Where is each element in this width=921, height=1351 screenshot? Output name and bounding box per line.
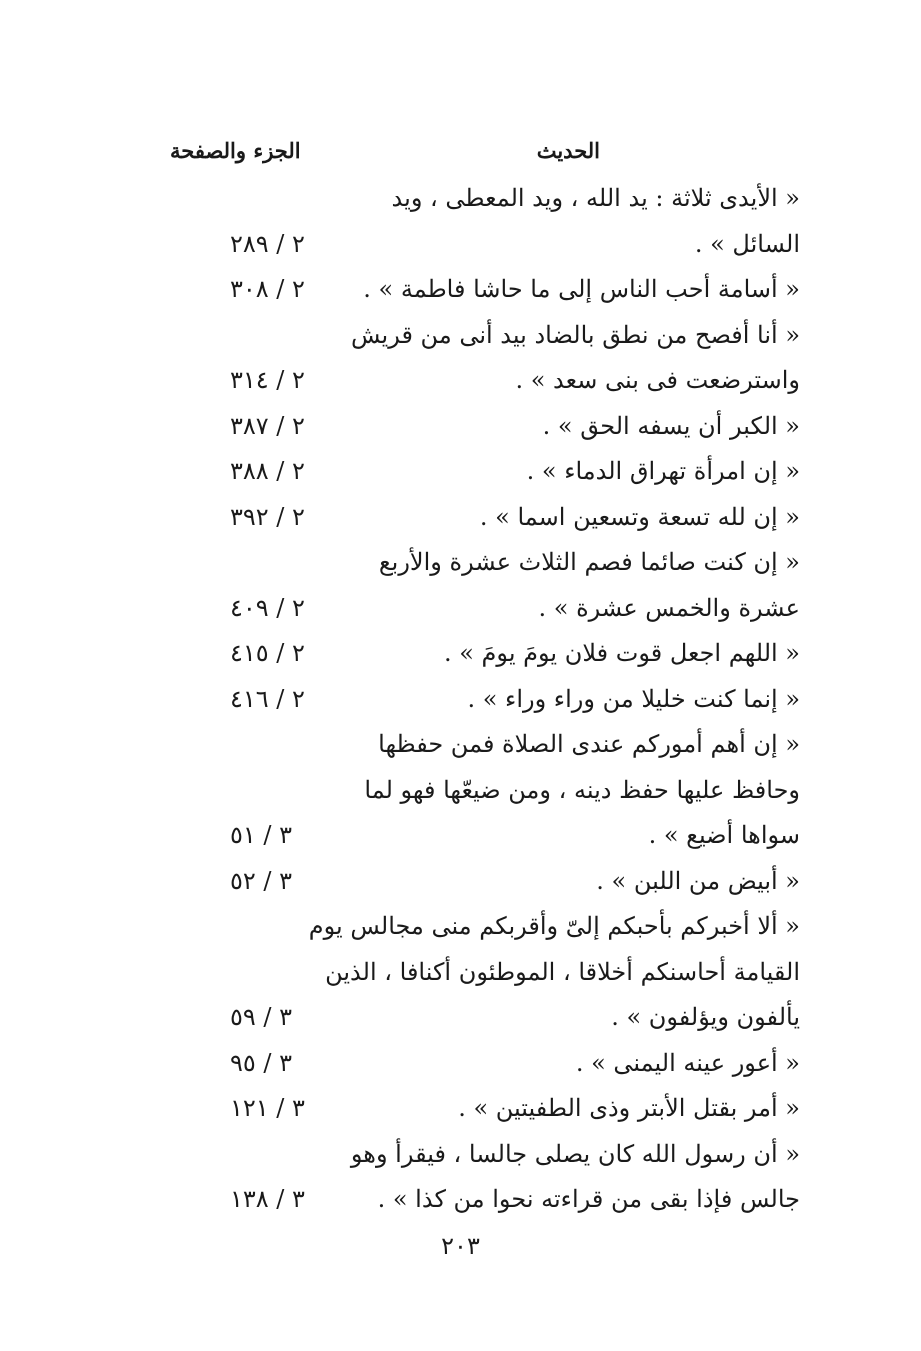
hadith-text-line: « ألا أخبركم بأحبكم إلىّ وأقربكم منى مجالس يوم — [308, 912, 800, 940]
hadith-text — [380, 631, 800, 677]
hadith-text — [380, 1086, 800, 1132]
hadith-text — [380, 495, 800, 541]
hadith-entry — [170, 449, 800, 495]
hadith-text-line: « أنا أفصح من نطق بالضاد بيد أنى من قريش — [350, 320, 800, 349]
hadith-entry — [170, 1132, 800, 1223]
hadith-text — [380, 176, 800, 267]
hadith-text-line: « أسامة أحب الناس إلى ما حاشا فاطمة » . — [363, 275, 800, 303]
hadith-text-line: عشرة والخمس عشرة » . — [538, 593, 800, 622]
hadith-entry — [170, 176, 800, 267]
volume-page-reference: ٢ / ٣٨٨ — [230, 457, 305, 485]
volume-page-reference: ٢ / ٤١٥ — [230, 639, 305, 667]
hadith-text-line: « أبيض من اللبن » . — [596, 866, 800, 895]
hadith-entry — [170, 1041, 800, 1087]
hadith-text-line: وحافظ عليها حفظ دينه ، ومن ضيعّها فهو لما — [364, 775, 800, 804]
volume-page-reference: ٢ / ٣٠٨ — [230, 275, 305, 303]
hadith-text-line: يألفون ويؤلفون » . — [611, 1003, 800, 1031]
hadith-entry — [170, 267, 800, 313]
hadith-entry — [170, 495, 800, 541]
hadith-entry — [170, 859, 800, 905]
hadith-entry — [170, 677, 800, 723]
hadith-entry — [170, 722, 800, 859]
hadith-text — [308, 904, 800, 1041]
hadith-text-line: جالس فإذا بقى من قراءته نحوا من كذا » . — [377, 1185, 800, 1213]
hadith-text-line: واسترضعت فى بنى سعد » . — [515, 366, 800, 394]
hadith-text-line: السائل » . — [694, 229, 800, 258]
hadith-entry — [170, 404, 800, 450]
hadith-entry — [170, 904, 800, 1041]
hadith-text-line: « أن رسول الله كان يصلى جالسا ، فيقرأ وهو — [350, 1139, 800, 1168]
hadith-text — [364, 722, 800, 859]
hadith-text-line: سواها أضيع » . — [648, 821, 800, 849]
hadith-text — [380, 449, 800, 495]
hadith-column-label: الحديث — [536, 138, 600, 163]
hadith-text — [350, 1132, 800, 1223]
hadith-index-list — [170, 176, 800, 1223]
hadith-text-line: « اللهم اجعل قوت فلان يومَ يومَ » . — [443, 639, 800, 667]
hadith-text-line: « أعور عينه اليمنى » . — [575, 1048, 800, 1077]
volume-page-reference: ٢ / ٤١٦ — [230, 684, 305, 713]
hadith-entry — [170, 540, 800, 631]
volume-page-reference: ٣ / ١٣٨ — [230, 1185, 305, 1213]
volume-page-reference: ٢ / ٣٨٧ — [230, 411, 305, 440]
reference-column-label: الجزء والصفحة — [170, 138, 301, 163]
volume-page-reference: ٢ / ٣٩٢ — [230, 502, 305, 531]
hadith-text — [380, 859, 800, 905]
hadith-text — [380, 1041, 800, 1087]
hadith-text-line: « الكبر أن يسفه الحق » . — [542, 411, 800, 440]
hadith-text-line: « إن لله تسعة وتسعين اسما » . — [479, 502, 800, 531]
volume-page-reference: ٣ / ٥١ — [230, 821, 293, 849]
hadith-text-line: « الأيدى ثلاثة : يد الله ، ويد المعطى ، ويد — [391, 184, 800, 212]
hadith-text-line: « أمر بقتل الأبتر وذى الطفيتين » . — [458, 1094, 800, 1122]
hadith-text-line: « إنما كنت خليلا من وراء وراء » . — [467, 684, 800, 713]
hadith-text — [380, 404, 800, 450]
page-number: ٢٠٣ — [441, 1232, 480, 1260]
volume-page-reference: ٣ / ٥٩ — [230, 1003, 293, 1031]
column-header — [170, 138, 800, 170]
hadith-text-line: « إن امرأة تهراق الدماء » . — [526, 457, 800, 485]
volume-page-reference: ٣ / ١٢١ — [230, 1094, 305, 1122]
volume-page-reference: ٢ / ٣١٤ — [230, 366, 305, 394]
hadith-text — [380, 540, 800, 631]
hadith-text — [380, 677, 800, 723]
volume-page-reference: ٣ / ٥٢ — [230, 866, 293, 895]
hadith-text — [363, 267, 800, 313]
hadith-entry — [170, 313, 800, 404]
volume-page-reference: ٣ / ٩٥ — [230, 1048, 293, 1077]
volume-page-reference: ٢ / ٢٨٩ — [230, 229, 305, 258]
hadith-text-line: القيامة أحاسنكم أخلاقا ، الموطئون أكنافا ، الذين — [325, 957, 800, 986]
hadith-entry — [170, 1086, 800, 1132]
hadith-entry — [170, 631, 800, 677]
hadith-text — [350, 313, 800, 404]
hadith-text-line: « إن أهم أموركم عندى الصلاة فمن حفظها — [378, 730, 800, 758]
volume-page-reference: ٢ / ٤٠٩ — [230, 593, 305, 622]
hadith-text-line: « إن كنت صائما فصم الثلاث عشرة والأربع — [378, 548, 800, 576]
